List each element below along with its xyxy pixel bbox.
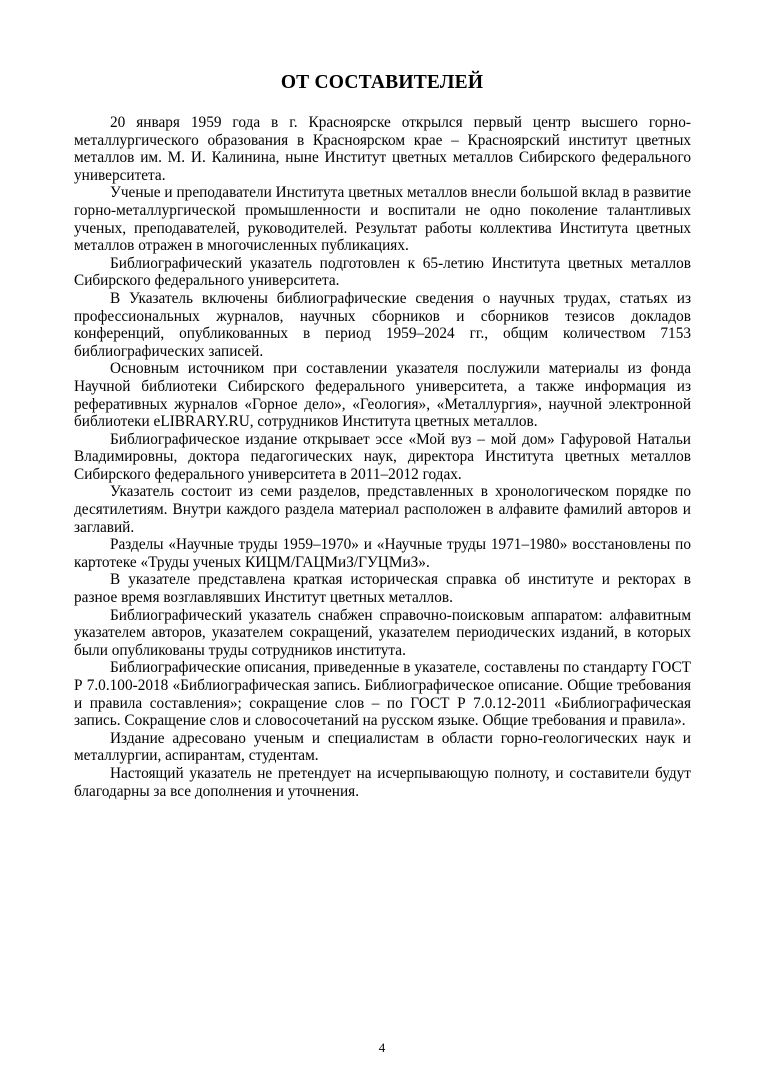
document-body [74, 114, 691, 800]
paragraph-6: Библиографическое издание открывает эссе «Мой вуз – мой дом» Гафуровой Натальи Владимировны, доктора педагогических наук, директора Института цветных металлов Сибирского федерального университета в 2011–2012 годах. [74, 430, 691, 483]
paragraph-9: В указателе представлена краткая историческая справка об институте и ректорах в разное время возглавлявших Институт цветных металлов. [74, 571, 691, 607]
paragraph-3: Библиографический указатель подготовлен к 65-летию Института цветных металлов Сибирского федерального университета. [74, 254, 691, 290]
paragraph-1: 20 января 1959 года в г. Красноярске открылся первый центр высшего горно-металлургического образования в Красноярском крае – Красноярский институт цветных металлов им. М. И. Калинина, ныне Институт цветных металлов Сибирского федерального университета. [74, 114, 691, 184]
paragraph-5: Основным источником при составлении указателя послужили материалы из фонда Научной библиотеки Сибирского федерального университета, а также информация из реферативных журналов «Горное дело», «Геология», «Металлургия», научной электронной библиотеки eLIBRARY.RU, сотрудников Института цветных металлов. [74, 360, 691, 431]
paragraph-4: В Указатель включены библиографические сведения о научных трудах, статьях из профессиональных журналов, научных сборников и сборников тезисов докладов конференций, опубликованных в период 1959–2024 гг., общим количеством 7153 библиографических записей. [74, 289, 691, 360]
paragraph-7: Указатель состоит из семи разделов, представленных в хронологическом порядке по десятилетиям. Внутри каждого раздела материал расположен в алфавите фамилий авторов и заглавий. [74, 483, 691, 536]
paragraph-11: Библиографические описания, приведенные в указателе, составлены по стандарту ГОСТ Р 7.0.100-2018 «Библиографическая запись. Библиографическое описание. Общие требования и правила составления»; сокращение слов – по ГОСТ Р 7.0.12-2011 «Библиографическая запись. Сокращение слов и словосочетаний на русском языке. Общие требования и правила». [74, 659, 691, 730]
paragraph-10: Библиографический указатель снабжен справочно-поисковым аппаратом: алфавитным указателем авторов, указателем сокращений, указателем периодических изданий, в которых были опубликованы труды сотрудников института. [74, 606, 691, 659]
page-title: ОТ СОСТАВИТЕЛЕЙ [280, 72, 484, 93]
paragraph-12: Издание адресовано ученым и специалистам в области горно-геологических наук и металлургии, аспирантам, студентам. [74, 729, 691, 765]
paragraph-8: Разделы «Научные труды 1959–1970» и «Научные труды 1971–1980» восстановлены по картотеке «Труды ученых КИЦМ/ГАЦМиЗ/ГУЦМиЗ». [74, 536, 691, 571]
page-number: 4 [378, 1040, 386, 1055]
paragraph-13: Настоящий указатель не претендует на исчерпывающую полноту, и составители будут благодарны за все дополнения и уточнения. [74, 764, 691, 800]
paragraph-2: Ученые и преподаватели Института цветных металлов внесли большой вклад в развитие горно-металлургической промышленности и воспитали не одно поколение талантливых ученых, преподавателей, руководителей. Результат работы коллектива Института цветных металлов отражен в многочисленных публикациях. [74, 184, 691, 255]
